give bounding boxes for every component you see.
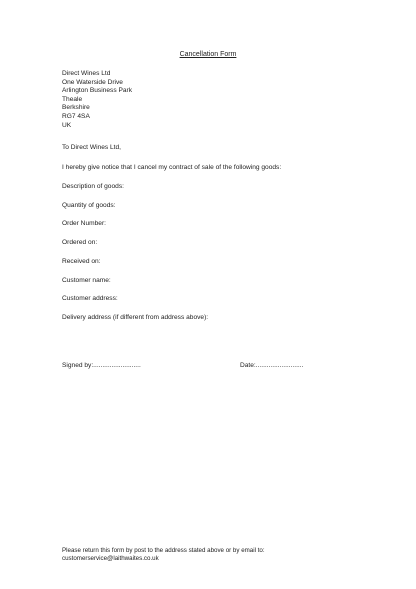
address-line-postcode: RG7 4SA bbox=[62, 112, 90, 120]
field-delivery-address: Delivery address (if different from address above): bbox=[62, 314, 209, 321]
field-order-number: Order Number: bbox=[62, 220, 106, 227]
field-customer-address: Customer address: bbox=[62, 295, 118, 302]
customer-service-email: customerservice@laithwaites.co.uk bbox=[62, 555, 159, 563]
signed-by-line: Signed by:.......................... bbox=[62, 362, 141, 369]
address-line-town: Theale bbox=[62, 95, 83, 103]
cancellation-notice: I hereby give notice that I cancel my contract of sale of the following goods: bbox=[62, 164, 282, 171]
field-ordered-on: Ordered on: bbox=[62, 239, 98, 246]
address-line-county: Berkshire bbox=[62, 104, 90, 112]
field-received-on: Received on: bbox=[62, 258, 101, 265]
return-instructions bbox=[62, 547, 265, 564]
recipient-address bbox=[62, 70, 132, 130]
address-line-park: Arlington Business Park bbox=[62, 87, 133, 95]
field-customer-name: Customer name: bbox=[62, 277, 111, 284]
date-line: Date:.......................... bbox=[240, 362, 304, 369]
salutation: To Direct Wines Ltd, bbox=[62, 144, 121, 151]
address-line-country: UK bbox=[62, 121, 72, 129]
address-line-company: Direct Wines Ltd bbox=[62, 70, 111, 77]
address-line-street: One Waterside Drive bbox=[62, 78, 123, 86]
field-description-of-goods: Description of goods: bbox=[62, 183, 124, 190]
field-quantity-of-goods: Quantity of goods: bbox=[62, 202, 116, 209]
form-title: Cancellation Form bbox=[179, 51, 237, 58]
return-instructions-text: Please return this form by post to the address stated above or by email to: bbox=[62, 547, 265, 554]
